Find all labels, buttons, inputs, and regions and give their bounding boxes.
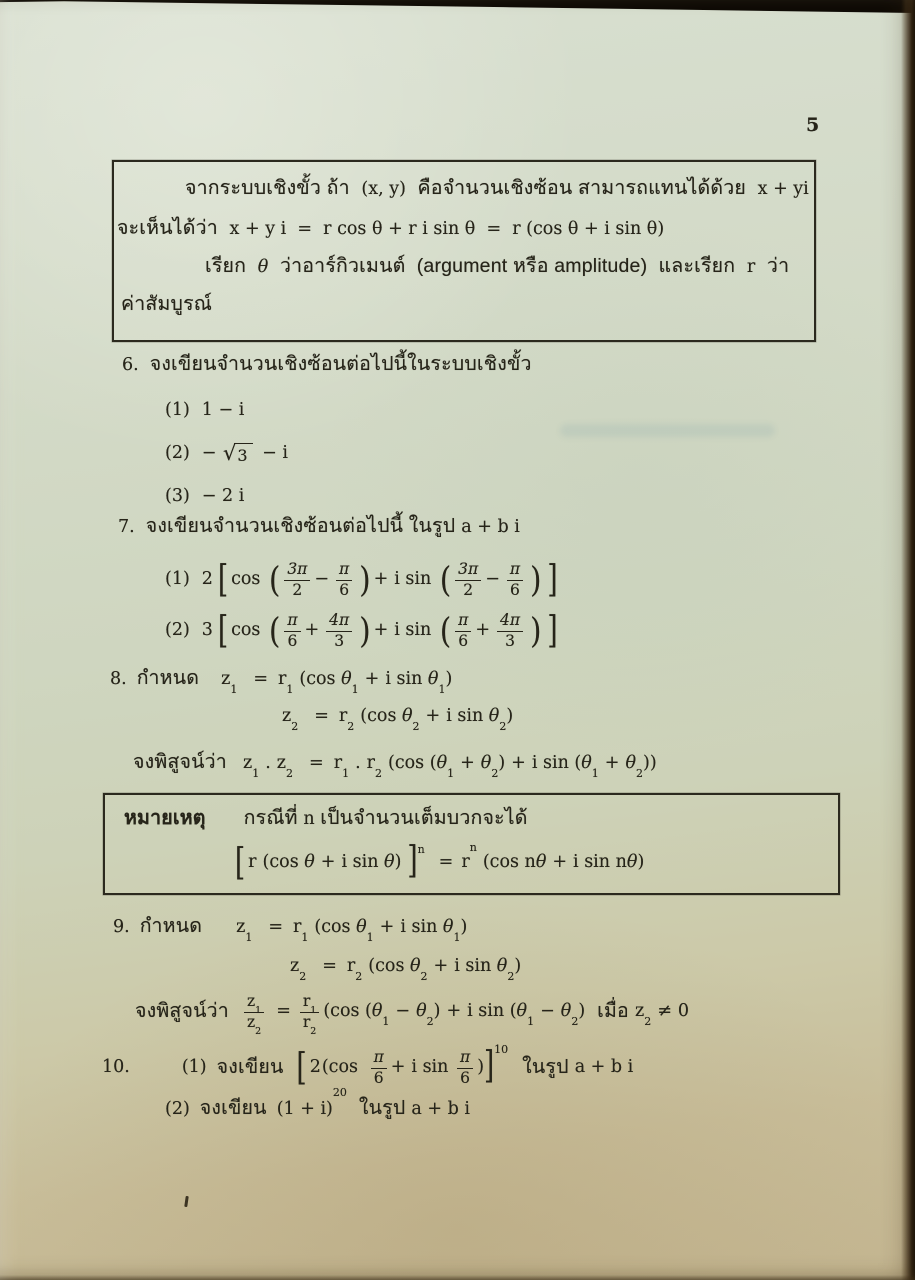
bracket-close: ] bbox=[547, 558, 558, 602]
problem-10-line-2 bbox=[165, 1086, 476, 1123]
math-token: $\theta_2$)) bbox=[625, 753, 657, 780]
math-token: + bbox=[604, 753, 620, 773]
math-token: cos bbox=[231, 569, 266, 590]
math-token: = bbox=[253, 669, 269, 689]
problem-8-line-1 bbox=[110, 664, 458, 696]
intro-text: เรียก bbox=[205, 255, 252, 277]
math-token: . bbox=[265, 753, 271, 773]
paren-open: ( bbox=[439, 610, 452, 651]
math-token: 0 bbox=[677, 1001, 690, 1022]
math-token: i $\sin (\theta_1$ bbox=[531, 753, 599, 780]
fraction: $\frac{4\pi}{3}$ bbox=[326, 613, 352, 649]
math-token: ]$^n$ bbox=[407, 839, 425, 884]
math-token: − bbox=[314, 569, 330, 590]
math-token: (cos $\theta_1$ bbox=[299, 669, 359, 696]
bracket-open: [ bbox=[296, 1046, 307, 1090]
problem-title-text: จงเขียนจำนวนเชิงซ้อนต่อไปนี้ ในรูป bbox=[145, 515, 456, 537]
math-token: $\theta_2$) bbox=[480, 753, 506, 780]
math-token: + bbox=[460, 753, 475, 773]
problem-9-line-2 bbox=[290, 954, 527, 983]
math-token: = bbox=[322, 956, 337, 976]
problem-8-line-3 bbox=[133, 748, 663, 780]
math-token: + bbox=[373, 569, 389, 590]
math-token: − i bbox=[256, 443, 288, 464]
math-token: $r_1$ bbox=[333, 753, 350, 780]
math-token: i sin nθ) bbox=[573, 852, 645, 873]
note-title-line bbox=[124, 804, 534, 833]
intro-line-3 bbox=[205, 252, 795, 281]
math-token: + bbox=[475, 620, 490, 641]
math-token: − bbox=[395, 1001, 411, 1022]
math-token: a + b i bbox=[461, 517, 520, 537]
math-token: i $\sin \theta_1$) bbox=[385, 669, 453, 696]
coefficient: 2 bbox=[201, 569, 213, 590]
math-token: x + yi bbox=[757, 179, 809, 199]
math-token: $\theta_2$) bbox=[560, 1001, 586, 1028]
fraction: $\frac{r_1}{r_2}$ bbox=[300, 994, 319, 1030]
problem-10-line-1 bbox=[102, 1042, 639, 1094]
math-token: i sin bbox=[411, 1057, 454, 1078]
fraction: $\frac{z_1}{z_2}$ bbox=[244, 994, 264, 1030]
problem-9-line-1 bbox=[113, 912, 473, 944]
fraction: $\frac{3\pi}{2}$ bbox=[284, 562, 310, 598]
fraction: $\frac{4\pi}{3}$ bbox=[497, 613, 523, 649]
problem-7-item-1 bbox=[165, 553, 561, 607]
paren-close: ) bbox=[530, 559, 542, 600]
ink-showthrough bbox=[560, 424, 775, 437]
item-label: (1) bbox=[165, 400, 190, 420]
math-token: $z_2$ bbox=[290, 956, 307, 983]
intro-text: คือจำนวนเชิงซ้อน สามารถแทนได้ด้วย bbox=[411, 177, 752, 199]
fraction: $\frac{\pi}{6}$ bbox=[507, 562, 523, 598]
paren-close: ) bbox=[359, 610, 371, 651]
paren-open: ( bbox=[268, 559, 281, 600]
problem-9-line-3 bbox=[135, 986, 695, 1038]
note-text: เป็นจำนวนเต็มบวกจะได้ bbox=[314, 807, 528, 829]
scan-edge-right bbox=[901, 0, 915, 1280]
bracket-open: [ bbox=[217, 558, 229, 602]
thai-text: กำหนด bbox=[139, 915, 203, 937]
item-label: (3) bbox=[165, 486, 190, 506]
fraction: $\frac{\pi}{6}$ bbox=[336, 562, 352, 598]
math-token: = bbox=[309, 753, 324, 773]
math-token: = bbox=[314, 706, 329, 726]
intro-text: ค่าสัมบูรณ์ bbox=[121, 293, 213, 315]
item-label: (2) bbox=[165, 1099, 190, 1119]
thai-text: ในรูป bbox=[358, 1097, 406, 1119]
math-token: i $\sin \theta_2$) bbox=[446, 706, 514, 733]
scan-edge-top bbox=[0, 0, 915, 13]
item-label: (2) bbox=[165, 620, 190, 641]
math-token: . bbox=[355, 753, 361, 773]
math-token: i $\sin \theta_2$) bbox=[454, 956, 522, 983]
coefficient: 2 bbox=[309, 1057, 321, 1078]
scan-edge-bottom bbox=[0, 1275, 915, 1280]
math-token: a + b i bbox=[574, 1057, 634, 1078]
intro-text: ว่าอาร์กิวเมนต์ (argument หรือ amplitude) และเรียก bbox=[274, 255, 741, 277]
math-token: i sin bbox=[394, 569, 437, 590]
paren-close: ) bbox=[359, 559, 371, 600]
math-token: i sin θ) bbox=[341, 852, 402, 873]
intro-line-4 bbox=[121, 290, 218, 319]
math-token: $z_1$ bbox=[236, 917, 253, 944]
math-token: (cos $\theta_1$ bbox=[314, 917, 374, 944]
math-token: $r_2$ bbox=[338, 706, 355, 733]
thai-text: เมื่อ bbox=[597, 1000, 629, 1023]
page-number: 5 bbox=[806, 114, 820, 136]
thai-text: จงพิสูจน์ว่า bbox=[133, 751, 227, 773]
math-token: + bbox=[552, 852, 568, 873]
math-token: ) bbox=[477, 1057, 485, 1078]
math-token: $z_2$ bbox=[282, 706, 299, 733]
math-token: + bbox=[364, 669, 380, 689]
paren-open: ( bbox=[268, 610, 281, 651]
math-token: i $\sin \theta_1$) bbox=[400, 917, 468, 944]
thai-text: จงเขียน bbox=[216, 1056, 284, 1079]
math-token: (cos $\theta_2$ bbox=[360, 706, 420, 733]
math-token: (cos nθ bbox=[482, 852, 547, 873]
math-token: − bbox=[201, 443, 223, 464]
problem-number: 7. bbox=[118, 517, 135, 537]
problem-title-text: จงเขียนจำนวนเชิงซ้อนต่อไปนี้ในระบบเชิงขั้ว bbox=[149, 353, 532, 375]
math-token: (cos θ bbox=[262, 852, 315, 873]
math-token: − 2 i bbox=[201, 486, 245, 506]
math-token: (x, y) bbox=[361, 179, 406, 199]
math-token: cos bbox=[231, 620, 266, 641]
item-label: (2) bbox=[165, 443, 190, 464]
math-token: 1 − i bbox=[201, 400, 245, 420]
math-token: (cos ($\theta_1$ bbox=[388, 753, 455, 780]
math-token: (cos bbox=[321, 1057, 364, 1078]
intro-text: จะเห็นได้ว่า bbox=[117, 217, 224, 239]
problem-6-item-3 bbox=[165, 484, 250, 509]
math-token: $r_1$ bbox=[278, 669, 294, 696]
fraction: $\frac{\pi}{6}$ bbox=[455, 613, 471, 649]
paren-open: ( bbox=[439, 559, 452, 600]
math-token: = bbox=[438, 852, 454, 873]
thai-text: จงเขียน bbox=[199, 1097, 267, 1119]
math-token: $z_2$ bbox=[276, 753, 294, 780]
thai-text: กำหนด bbox=[136, 667, 200, 689]
fraction: $\frac{\pi}{6}$ bbox=[284, 613, 300, 649]
math-token: + bbox=[373, 620, 389, 641]
intro-line-1 bbox=[185, 174, 815, 203]
problem-7-title bbox=[118, 512, 526, 541]
math-token: − bbox=[485, 569, 500, 590]
paper-speck bbox=[184, 1196, 189, 1207]
math-token: $z_1$ bbox=[221, 669, 238, 696]
math-token: + bbox=[320, 852, 336, 873]
math-token: $\theta_2$) bbox=[416, 1001, 441, 1028]
problem-6-title bbox=[122, 350, 538, 379]
bracket-close: ] bbox=[547, 609, 558, 653]
radical-expression bbox=[223, 443, 253, 465]
math-token: (cos ($\theta_1$ bbox=[323, 1001, 390, 1028]
math-token: + bbox=[304, 620, 320, 641]
math-token: + bbox=[433, 956, 449, 976]
item-label: (1) bbox=[165, 569, 190, 590]
problem-7-item-2 bbox=[165, 604, 561, 658]
math-token: $r_2$ bbox=[366, 753, 383, 780]
math-token: i sin bbox=[394, 620, 437, 641]
problem-6-item-1 bbox=[165, 398, 250, 423]
math-token: a + b i bbox=[411, 1099, 470, 1119]
math-token: ]$^{10}$ bbox=[484, 1043, 509, 1089]
math-token: r bbox=[248, 852, 257, 873]
note-title: หมายเหตุ bbox=[124, 807, 206, 829]
thai-text: จงพิสูจน์ว่า bbox=[135, 1000, 229, 1023]
math-token: + bbox=[379, 917, 395, 937]
math-token: $z_1$ bbox=[242, 753, 260, 780]
math-token: $r^n$ bbox=[461, 841, 477, 873]
math-token: r bbox=[746, 257, 756, 277]
math-token: + bbox=[425, 706, 441, 726]
math-token: i $\sin (\theta_1$ bbox=[467, 1001, 535, 1028]
bracket-open: [ bbox=[235, 841, 246, 885]
math-token: $(1 + i)^{20}$ bbox=[276, 1086, 347, 1119]
math-token: $r_1$ bbox=[293, 917, 309, 944]
math-token: + bbox=[446, 1001, 462, 1022]
fraction: $\frac{\pi}{6}$ bbox=[457, 1050, 473, 1086]
radicand: 3 bbox=[234, 443, 252, 465]
intro-text: ว่า bbox=[761, 255, 790, 277]
math-token: − bbox=[540, 1001, 555, 1022]
intro-line-2 bbox=[117, 214, 670, 243]
math-token: = bbox=[276, 1001, 291, 1022]
problem-6-item-2 bbox=[165, 436, 294, 472]
radical-sign: √ bbox=[223, 441, 237, 465]
thai-text: ในรูป bbox=[522, 1056, 569, 1079]
bracket-open: [ bbox=[217, 609, 229, 653]
math-token: ≠ bbox=[657, 1001, 672, 1022]
problem-8-line-2 bbox=[282, 704, 519, 733]
problem-number: 9. bbox=[113, 917, 130, 937]
fraction: $\frac{\pi}{6}$ bbox=[371, 1050, 387, 1086]
problem-number: 6. bbox=[122, 355, 139, 375]
item-label: (1) bbox=[181, 1057, 207, 1078]
math-token: + bbox=[390, 1057, 406, 1078]
fraction: $\frac{3\pi}{2}$ bbox=[455, 562, 481, 598]
math-token: n bbox=[303, 809, 315, 829]
math-token: $z_2$ bbox=[634, 1001, 652, 1028]
theta-symbol: θ bbox=[257, 257, 269, 277]
problem-number: 10. bbox=[102, 1057, 130, 1078]
math-token: x + y i = r cos θ + r i sin θ = r (cos θ + i sin θ) bbox=[229, 219, 665, 239]
math-token: (cos $\theta_2$ bbox=[368, 956, 428, 983]
coefficient: 3 bbox=[201, 620, 213, 641]
paren-close: ) bbox=[530, 610, 542, 651]
note-formula-line bbox=[232, 839, 650, 885]
math-token: = bbox=[268, 917, 284, 937]
math-token: + bbox=[511, 753, 526, 773]
note-text: กรณีที่ bbox=[243, 807, 304, 829]
intro-text: จากระบบเชิงขั้ว ถ้า bbox=[185, 177, 356, 199]
problem-number: 8. bbox=[110, 669, 127, 689]
math-token: $r_2$ bbox=[346, 956, 363, 983]
